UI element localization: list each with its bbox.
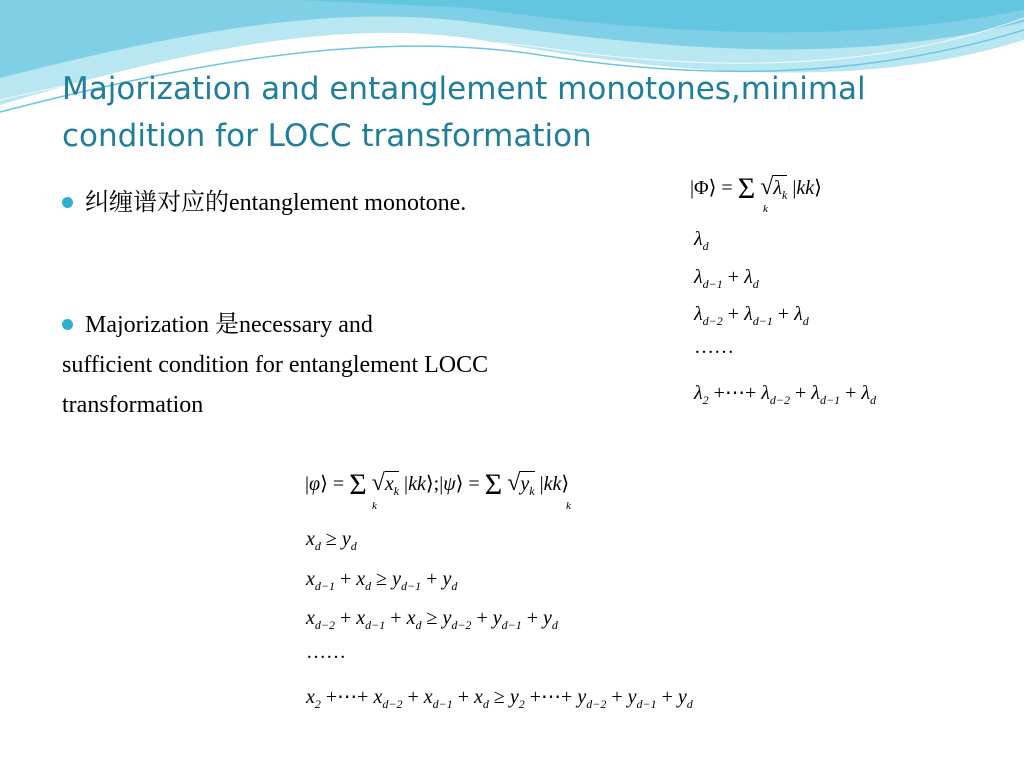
- sum-index-k: k: [566, 500, 571, 512]
- equation-majorization-ellipsis: ……: [306, 641, 346, 663]
- equation-lambda-line-5: $\lambda_2$ +⋯+ $\lambda_{d-2} + \lambda_{d-1} + \lambda_d$: [694, 382, 877, 407]
- equation-phi-psi-states: |φ⟩ = Σ $√x_k$ |kk⟩;|ψ⟩ = Σ $√y_k$ |kk⟩: [305, 468, 570, 501]
- bullet-2-line-2-text: sufficient condition for entanglement LOCC: [62, 352, 489, 378]
- slide-title: [62, 66, 962, 160]
- bullet-dot-icon: [62, 319, 73, 330]
- title-line-1: Majorization and entanglement monotones,minimal: [62, 71, 866, 107]
- bullet-1-text: 纠缠谱对应的entanglement monotone.: [85, 190, 467, 216]
- bullet-2-line-1: Majorization 是necessary and: [85, 312, 373, 338]
- bullet-entanglement-monotone: [62, 183, 466, 223]
- bullet-dot-icon: [62, 197, 73, 208]
- equation-lambda-line-2: $\lambda_{d-1} + \lambda_d$: [694, 266, 759, 291]
- equation-majorization-line-3: $x_{d-2} + x_{d-1} + x_d \ge y_{d-2} + y_{d-1} + y_d$: [306, 607, 558, 632]
- sum-index-k: k: [372, 500, 377, 512]
- equation-phi-state: |Φ⟩ = Σ $√\lambda_k$ |kk⟩: [690, 172, 822, 205]
- equation-majorization-line-5: $x_2$ +⋯+ $x_{d-2} + x_{d-1} + x_d \ge y_2$ +⋯+ $y_{d-2} + y_{d-1} + y_d$: [306, 686, 693, 711]
- equation-lambda-line-1: $\lambda_d$: [694, 228, 709, 253]
- bullet-2-line-3-text: transformation: [62, 392, 204, 418]
- equation-lambda-line-3: $\lambda_{d-2} + \lambda_{d-1} + \lambda_d$: [694, 303, 809, 328]
- title-line-2: condition for LOCC transformation: [62, 118, 592, 154]
- bullet-2-continuation: [62, 345, 488, 425]
- equation-majorization-line-2: $x_{d-1} + x_d \ge y_{d-1} + y_d$: [306, 568, 458, 593]
- sum-index-k: k: [763, 203, 768, 215]
- equation-lambda-ellipsis: ……: [694, 336, 734, 358]
- equation-majorization-line-1: $x_d \ge y_d$: [306, 528, 357, 553]
